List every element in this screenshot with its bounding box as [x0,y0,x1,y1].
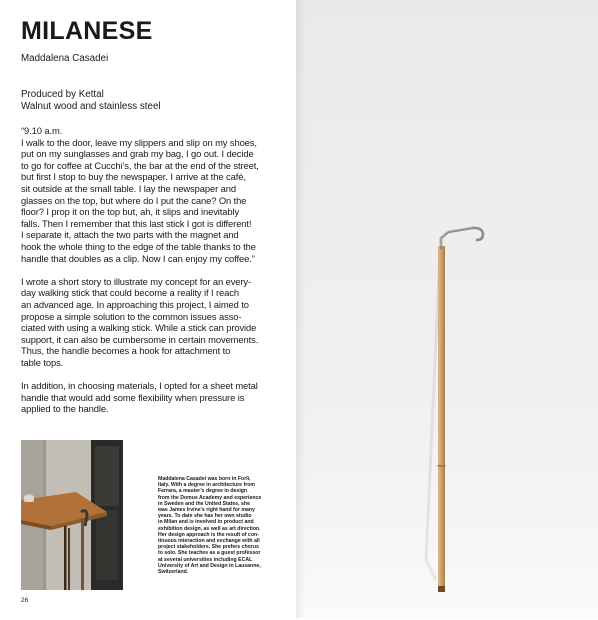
body-text-line: to go for coffee at Cucchi’s, the bar at the end of the street, [21,159,259,171]
bio-text-line: Her design approach is the result of con- [158,531,259,538]
paragraph-gap [21,368,283,380]
body-text-line: table tops. [21,356,64,368]
body-text-line: falls. Then I remember that this last stick I got is different! [21,217,252,229]
body-text-line: I wrote a short story to illustrate my concept for an every- [21,275,252,287]
body-text-line: handle that doubles as a clip. Now I can enjoy my coffee.” [21,252,255,264]
article-body [21,125,283,415]
body-text-line: day walking stick that could become a reality if I reach [21,287,239,299]
bio-text-line: Ferrara, a master’s degree in design [158,488,248,495]
bio-text-line: Switzerland. [158,569,189,576]
body-text-line: ciated with using a walking stick. While a stick can provide [21,322,257,334]
body-text-line: floor? I prop it on the top but, ah, it slips and inevitably [21,206,240,218]
bio-text-line: from the Domus Academy and experience [158,494,262,501]
bio-text-line: Italy. With a degree in architecture from [158,482,256,489]
body-text-line: but first I stop to buy the newspaper. I arrive at the café, [21,171,246,183]
body-text-line: propose a simple solution to the common issues asso- [21,310,242,322]
body-text-line: I separate it, attach the two parts with the magnet and [21,229,239,241]
left-page [0,0,296,620]
bio-text-line: exhibition design, as well as art direction. [158,525,261,532]
right-page-photo [296,0,598,618]
page-number: 26 [21,597,29,604]
bio-text-line: at several universities including ECAL [158,556,253,563]
body-text-line: sit outside at the small table. I lay the newspaper and [21,182,236,194]
body-text-line: glasses on the top, but where do I put the cane? On the [21,194,247,206]
magnet-joint [438,465,446,467]
designer-photo [21,440,123,590]
bio-text-line: to solo. She teaches as a guest professor [158,550,261,557]
body-text-line: support, it can also be cumbersome in certain movements. [21,333,259,345]
body-text-line: I walk to the door, leave my slippers and slip on my shoes, [21,136,257,148]
page-gutter [296,0,306,618]
body-text-line: put on my sunglasses and grab my bag, I go out. I decide [21,148,254,160]
designer-name: Maddalena Casadei [21,53,109,64]
bio-text-line: was James Irvine’s right hand for many [158,507,255,514]
body-text-line: hook the whole thing to the edge of the table thanks to the [21,240,256,252]
stick-tip [438,586,445,592]
materials-line: Walnut wood and stainless steel [21,100,161,112]
cafe-table-photo [21,440,123,590]
bio-text-line: years. To date she has her own studio [158,513,252,520]
bio-text-line: in Milan and is involved in product and [158,519,254,526]
body-text-line: applied to the handle. [21,403,109,415]
body-text-line: In addition, in choosing materials, I opted for a sheet metal [21,380,258,392]
bio-text-line: project stakeholders. She prefers chorus [158,544,259,551]
bio-text-line: in Sweden and the United States, she [158,500,250,507]
bio-text-line: Maddalena Casadei was born in Forlì, [158,476,251,482]
body-text-line: handle that would add some flexibility when pressure is [21,391,245,403]
paragraph-gap [21,264,283,276]
bio-text-line: University of Art and Design in Lausanne, [158,562,261,569]
producer-line: Produced by Kettal [21,89,104,100]
walking-stick-photo [296,0,598,618]
body-text-line: Thus, the handle becomes a hook for attachment to [21,345,231,357]
bio-text-line: tinuous interaction and exchange with all [158,538,260,545]
body-text-line: “9.10 a.m. [21,125,63,136]
product-title: MILANESE [21,17,153,45]
designer-bio [158,476,286,575]
production-info [21,89,161,112]
body-text-line: an advanced age. In approaching this project, I aimed to [21,298,249,310]
